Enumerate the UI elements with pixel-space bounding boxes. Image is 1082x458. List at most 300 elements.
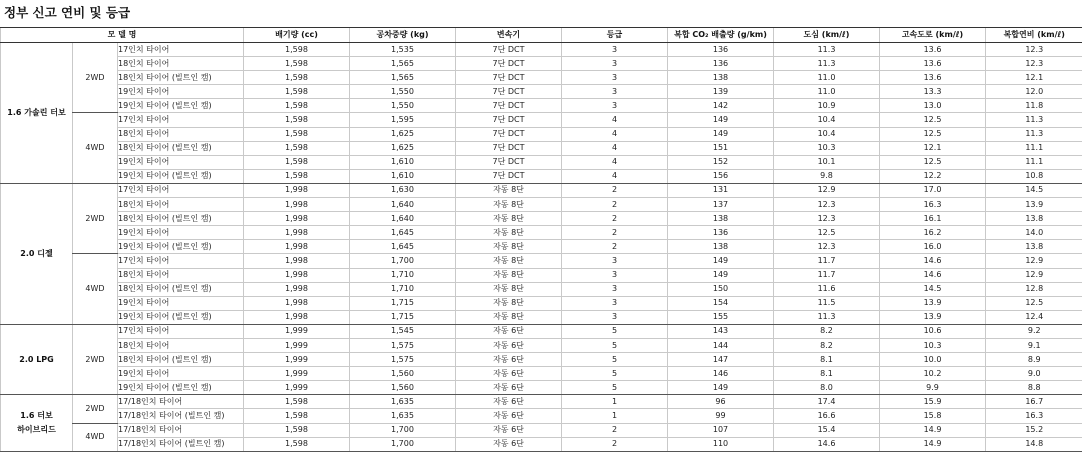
city-mpg-cell: 11.3 — [774, 43, 880, 57]
highway-mpg-cell: 13.6 — [880, 57, 986, 71]
highway-mpg-cell: 13.0 — [880, 99, 986, 113]
tire-option-cell: 17인치 타이어 — [118, 183, 244, 197]
grade-cell: 3 — [562, 254, 668, 268]
transmission-cell: 자동 6단 — [456, 395, 562, 409]
highway-mpg-cell: 15.9 — [880, 395, 986, 409]
co2-cell: 137 — [668, 198, 774, 212]
transmission-cell: 자동 8단 — [456, 310, 562, 324]
grade-cell: 3 — [562, 85, 668, 99]
tire-option-cell: 18인치 타이어 (빌트인 캠) — [118, 71, 244, 85]
transmission-cell: 7단 DCT — [456, 113, 562, 127]
column-header-highway: 고속도로 (km/ℓ) — [880, 28, 986, 43]
column-header-model: 모 델 명 — [1, 28, 244, 43]
co2-cell: 147 — [668, 353, 774, 367]
displacement-cell: 1,998 — [244, 310, 350, 324]
grade-cell: 2 — [562, 226, 668, 240]
table-row — [1, 310, 1082, 324]
highway-mpg-cell: 12.1 — [880, 141, 986, 155]
highway-mpg-cell: 14.9 — [880, 437, 986, 451]
table-row — [1, 381, 1082, 395]
model-name-cell: 1.6 가솔린 터보 — [1, 43, 73, 184]
grade-cell: 3 — [562, 310, 668, 324]
curb-weight-cell: 1,575 — [350, 353, 456, 367]
displacement-cell: 1,598 — [244, 113, 350, 127]
grade-cell: 2 — [562, 183, 668, 197]
curb-weight-cell: 1,630 — [350, 183, 456, 197]
table-row — [1, 198, 1082, 212]
co2-cell: 155 — [668, 310, 774, 324]
table-row — [1, 169, 1082, 183]
grade-cell: 4 — [562, 155, 668, 169]
table-row — [1, 226, 1082, 240]
city-mpg-cell: 16.6 — [774, 409, 880, 423]
tire-option-cell: 17/18인치 타이어 (빌트인 캠) — [118, 409, 244, 423]
co2-cell: 99 — [668, 409, 774, 423]
transmission-cell: 자동 8단 — [456, 226, 562, 240]
combined-mpg-cell: 16.7 — [986, 395, 1082, 409]
combined-mpg-cell: 9.0 — [986, 367, 1082, 381]
curb-weight-cell: 1,635 — [350, 409, 456, 423]
column-header-grade: 등급 — [562, 28, 668, 43]
combined-mpg-cell: 8.9 — [986, 353, 1082, 367]
tire-option-cell: 19인치 타이어 — [118, 155, 244, 169]
displacement-cell: 1,598 — [244, 169, 350, 183]
displacement-cell: 1,999 — [244, 338, 350, 352]
co2-cell: 139 — [668, 85, 774, 99]
tire-option-cell: 18인치 타이어 — [118, 198, 244, 212]
transmission-cell: 7단 DCT — [456, 99, 562, 113]
city-mpg-cell: 8.0 — [774, 381, 880, 395]
displacement-cell: 1,999 — [244, 324, 350, 338]
table-row — [1, 409, 1082, 423]
highway-mpg-cell: 13.9 — [880, 310, 986, 324]
column-header-curb-weight: 공차중량 (kg) — [350, 28, 456, 43]
city-mpg-cell: 11.7 — [774, 254, 880, 268]
highway-mpg-cell: 13.3 — [880, 85, 986, 99]
co2-cell: 107 — [668, 423, 774, 437]
tire-option-cell: 19인치 타이어 — [118, 367, 244, 381]
transmission-cell: 7단 DCT — [456, 127, 562, 141]
combined-mpg-cell: 16.3 — [986, 409, 1082, 423]
table-row — [1, 395, 1082, 409]
tire-option-cell: 19인치 타이어 (빌트인 캠) — [118, 240, 244, 254]
transmission-cell: 자동 6단 — [456, 367, 562, 381]
city-mpg-cell: 17.4 — [774, 395, 880, 409]
table-row — [1, 268, 1082, 282]
highway-mpg-cell: 10.3 — [880, 338, 986, 352]
drive-type-cell: 2WD — [73, 395, 118, 423]
transmission-cell: 자동 6단 — [456, 338, 562, 352]
combined-mpg-cell: 8.8 — [986, 381, 1082, 395]
displacement-cell: 1,598 — [244, 155, 350, 169]
curb-weight-cell: 1,710 — [350, 268, 456, 282]
column-header-city: 도심 (km/ℓ) — [774, 28, 880, 43]
table-row — [1, 353, 1082, 367]
grade-cell: 3 — [562, 43, 668, 57]
grade-cell: 4 — [562, 141, 668, 155]
table-row — [1, 212, 1082, 226]
co2-cell: 138 — [668, 212, 774, 226]
combined-mpg-cell: 11.1 — [986, 155, 1082, 169]
co2-cell: 138 — [668, 240, 774, 254]
transmission-cell: 자동 8단 — [456, 183, 562, 197]
combined-mpg-cell: 11.3 — [986, 113, 1082, 127]
curb-weight-cell: 1,535 — [350, 43, 456, 57]
curb-weight-cell: 1,635 — [350, 395, 456, 409]
highway-mpg-cell: 14.5 — [880, 282, 986, 296]
curb-weight-cell: 1,565 — [350, 57, 456, 71]
curb-weight-cell: 1,700 — [350, 423, 456, 437]
displacement-cell: 1,598 — [244, 409, 350, 423]
tire-option-cell: 17인치 타이어 — [118, 324, 244, 338]
displacement-cell: 1,998 — [244, 268, 350, 282]
table-row — [1, 113, 1082, 127]
grade-cell: 2 — [562, 198, 668, 212]
highway-mpg-cell: 9.9 — [880, 381, 986, 395]
grade-cell: 1 — [562, 395, 668, 409]
co2-cell: 149 — [668, 381, 774, 395]
displacement-cell: 1,998 — [244, 282, 350, 296]
column-header-combined: 복합연비 (km/ℓ) — [986, 28, 1082, 43]
co2-cell: 142 — [668, 99, 774, 113]
grade-cell: 1 — [562, 409, 668, 423]
table-row — [1, 43, 1082, 57]
grade-cell: 2 — [562, 240, 668, 254]
co2-cell: 96 — [668, 395, 774, 409]
highway-mpg-cell: 12.2 — [880, 169, 986, 183]
curb-weight-cell: 1,610 — [350, 169, 456, 183]
combined-mpg-cell: 14.0 — [986, 226, 1082, 240]
model-name-cell: 1.6 터보 하이브리드 — [1, 395, 73, 451]
transmission-cell: 자동 6단 — [456, 423, 562, 437]
co2-cell: 149 — [668, 113, 774, 127]
city-mpg-cell: 12.3 — [774, 212, 880, 226]
highway-mpg-cell: 12.5 — [880, 155, 986, 169]
highway-mpg-cell: 14.9 — [880, 423, 986, 437]
grade-cell: 2 — [562, 437, 668, 451]
combined-mpg-cell: 14.8 — [986, 437, 1082, 451]
co2-cell: 131 — [668, 183, 774, 197]
combined-mpg-cell: 12.9 — [986, 268, 1082, 282]
table-row — [1, 57, 1082, 71]
drive-type-cell: 2WD — [73, 183, 118, 253]
city-mpg-cell: 10.1 — [774, 155, 880, 169]
city-mpg-cell: 12.9 — [774, 183, 880, 197]
curb-weight-cell: 1,545 — [350, 324, 456, 338]
tire-option-cell: 18인치 타이어 — [118, 127, 244, 141]
grade-cell: 4 — [562, 127, 668, 141]
transmission-cell: 자동 6단 — [456, 324, 562, 338]
drive-type-cell: 4WD — [73, 113, 118, 183]
displacement-cell: 1,598 — [244, 99, 350, 113]
displacement-cell: 1,598 — [244, 85, 350, 99]
displacement-cell: 1,998 — [244, 183, 350, 197]
combined-mpg-cell: 11.3 — [986, 127, 1082, 141]
transmission-cell: 7단 DCT — [456, 141, 562, 155]
displacement-cell: 1,998 — [244, 212, 350, 226]
grade-cell: 5 — [562, 381, 668, 395]
co2-cell: 152 — [668, 155, 774, 169]
highway-mpg-cell: 16.0 — [880, 240, 986, 254]
combined-mpg-cell: 12.3 — [986, 43, 1082, 57]
combined-mpg-cell: 13.9 — [986, 198, 1082, 212]
co2-cell: 136 — [668, 57, 774, 71]
co2-cell: 146 — [668, 367, 774, 381]
displacement-cell: 1,998 — [244, 254, 350, 268]
city-mpg-cell: 12.3 — [774, 240, 880, 254]
grade-cell: 3 — [562, 268, 668, 282]
table-row — [1, 367, 1082, 381]
column-header-transmission: 변속기 — [456, 28, 562, 43]
table-header-row — [1, 28, 1082, 43]
highway-mpg-cell: 16.3 — [880, 198, 986, 212]
table-row — [1, 85, 1082, 99]
drive-type-cell: 2WD — [73, 43, 118, 113]
co2-cell: 150 — [668, 282, 774, 296]
tire-option-cell: 19인치 타이어 (빌트인 캠) — [118, 169, 244, 183]
curb-weight-cell: 1,560 — [350, 367, 456, 381]
table-row — [1, 324, 1082, 338]
co2-cell: 136 — [668, 226, 774, 240]
highway-mpg-cell: 12.5 — [880, 113, 986, 127]
displacement-cell: 1,998 — [244, 198, 350, 212]
grade-cell: 5 — [562, 338, 668, 352]
combined-mpg-cell: 9.1 — [986, 338, 1082, 352]
tire-option-cell: 19인치 타이어 (빌트인 캠) — [118, 99, 244, 113]
highway-mpg-cell: 10.6 — [880, 324, 986, 338]
city-mpg-cell: 10.3 — [774, 141, 880, 155]
model-name-cell: 2.0 LPG — [1, 324, 73, 394]
table-row — [1, 437, 1082, 451]
city-mpg-cell: 8.1 — [774, 367, 880, 381]
city-mpg-cell: 15.4 — [774, 423, 880, 437]
displacement-cell: 1,598 — [244, 71, 350, 85]
co2-cell: 143 — [668, 324, 774, 338]
curb-weight-cell: 1,715 — [350, 296, 456, 310]
city-mpg-cell: 14.6 — [774, 437, 880, 451]
displacement-cell: 1,999 — [244, 367, 350, 381]
combined-mpg-cell: 12.8 — [986, 282, 1082, 296]
tire-option-cell: 18인치 타이어 (빌트인 캠) — [118, 353, 244, 367]
displacement-cell: 1,598 — [244, 43, 350, 57]
city-mpg-cell: 10.4 — [774, 127, 880, 141]
city-mpg-cell: 11.3 — [774, 57, 880, 71]
column-header-displacement: 배기량 (cc) — [244, 28, 350, 43]
co2-cell: 156 — [668, 169, 774, 183]
combined-mpg-cell: 15.2 — [986, 423, 1082, 437]
transmission-cell: 자동 6단 — [456, 409, 562, 423]
combined-mpg-cell: 11.1 — [986, 141, 1082, 155]
tire-option-cell: 17/18인치 타이어 — [118, 423, 244, 437]
transmission-cell: 자동 8단 — [456, 254, 562, 268]
transmission-cell: 자동 8단 — [456, 282, 562, 296]
city-mpg-cell: 11.3 — [774, 310, 880, 324]
curb-weight-cell: 1,640 — [350, 212, 456, 226]
table-row — [1, 282, 1082, 296]
grade-cell: 5 — [562, 367, 668, 381]
co2-cell: 138 — [668, 71, 774, 85]
city-mpg-cell: 11.0 — [774, 85, 880, 99]
tire-option-cell: 19인치 타이어 (빌트인 캠) — [118, 310, 244, 324]
grade-cell: 2 — [562, 423, 668, 437]
transmission-cell: 7단 DCT — [456, 43, 562, 57]
co2-cell: 136 — [668, 43, 774, 57]
page-title: 정부 신고 연비 및 등급 — [4, 5, 131, 20]
displacement-cell: 1,999 — [244, 381, 350, 395]
curb-weight-cell: 1,550 — [350, 85, 456, 99]
highway-mpg-cell: 16.2 — [880, 226, 986, 240]
curb-weight-cell: 1,715 — [350, 310, 456, 324]
table-row — [1, 254, 1082, 268]
city-mpg-cell: 12.5 — [774, 226, 880, 240]
table-row — [1, 240, 1082, 254]
curb-weight-cell: 1,640 — [350, 198, 456, 212]
grade-cell: 5 — [562, 353, 668, 367]
combined-mpg-cell: 14.5 — [986, 183, 1082, 197]
grade-cell: 4 — [562, 113, 668, 127]
curb-weight-cell: 1,710 — [350, 282, 456, 296]
table-row — [1, 71, 1082, 85]
combined-mpg-cell: 12.5 — [986, 296, 1082, 310]
curb-weight-cell: 1,645 — [350, 240, 456, 254]
combined-mpg-cell: 12.9 — [986, 254, 1082, 268]
tire-option-cell: 17/18인치 타이어 (빌트인 캠) — [118, 437, 244, 451]
highway-mpg-cell: 14.6 — [880, 254, 986, 268]
displacement-cell: 1,598 — [244, 437, 350, 451]
drive-type-cell: 2WD — [73, 324, 118, 394]
drive-type-cell: 4WD — [73, 254, 118, 324]
combined-mpg-cell: 13.8 — [986, 240, 1082, 254]
tire-option-cell: 18인치 타이어 — [118, 268, 244, 282]
transmission-cell: 7단 DCT — [456, 85, 562, 99]
transmission-cell: 자동 8단 — [456, 240, 562, 254]
displacement-cell: 1,598 — [244, 127, 350, 141]
fuel-economy-table — [0, 27, 1082, 452]
grade-cell: 3 — [562, 57, 668, 71]
tire-option-cell: 19인치 타이어 — [118, 296, 244, 310]
combined-mpg-cell: 12.3 — [986, 57, 1082, 71]
tire-option-cell: 18인치 타이어 (빌트인 캠) — [118, 282, 244, 296]
table-row — [1, 338, 1082, 352]
grade-cell: 5 — [562, 324, 668, 338]
combined-mpg-cell: 12.1 — [986, 71, 1082, 85]
highway-mpg-cell: 16.1 — [880, 212, 986, 226]
tire-option-cell: 18인치 타이어 — [118, 57, 244, 71]
city-mpg-cell: 9.8 — [774, 169, 880, 183]
displacement-cell: 1,998 — [244, 226, 350, 240]
grade-cell: 3 — [562, 99, 668, 113]
table-row — [1, 127, 1082, 141]
transmission-cell: 7단 DCT — [456, 155, 562, 169]
highway-mpg-cell: 15.8 — [880, 409, 986, 423]
tire-option-cell: 18인치 타이어 (빌트인 캠) — [118, 212, 244, 226]
table-row — [1, 155, 1082, 169]
co2-cell: 144 — [668, 338, 774, 352]
city-mpg-cell: 10.9 — [774, 99, 880, 113]
city-mpg-cell: 11.0 — [774, 71, 880, 85]
tire-option-cell: 17인치 타이어 — [118, 254, 244, 268]
transmission-cell: 자동 8단 — [456, 296, 562, 310]
co2-cell: 151 — [668, 141, 774, 155]
table-row — [1, 423, 1082, 437]
co2-cell: 149 — [668, 268, 774, 282]
highway-mpg-cell: 13.6 — [880, 43, 986, 57]
displacement-cell: 1,598 — [244, 395, 350, 409]
displacement-cell: 1,598 — [244, 57, 350, 71]
grade-cell: 3 — [562, 282, 668, 296]
highway-mpg-cell: 10.0 — [880, 353, 986, 367]
table-row — [1, 141, 1082, 155]
transmission-cell: 자동 6단 — [456, 437, 562, 451]
tire-option-cell: 17/18인치 타이어 — [118, 395, 244, 409]
displacement-cell: 1,598 — [244, 423, 350, 437]
combined-mpg-cell: 12.0 — [986, 85, 1082, 99]
curb-weight-cell: 1,565 — [350, 71, 456, 85]
transmission-cell: 자동 8단 — [456, 212, 562, 226]
transmission-cell: 7단 DCT — [456, 169, 562, 183]
drive-type-cell: 4WD — [73, 423, 118, 451]
curb-weight-cell: 1,645 — [350, 226, 456, 240]
curb-weight-cell: 1,700 — [350, 254, 456, 268]
displacement-cell: 1,598 — [244, 141, 350, 155]
tire-option-cell: 19인치 타이어 — [118, 85, 244, 99]
transmission-cell: 7단 DCT — [456, 71, 562, 85]
grade-cell: 3 — [562, 71, 668, 85]
highway-mpg-cell: 13.6 — [880, 71, 986, 85]
highway-mpg-cell: 14.6 — [880, 268, 986, 282]
co2-cell: 149 — [668, 254, 774, 268]
tire-option-cell: 18인치 타이어 (빌트인 캠) — [118, 141, 244, 155]
tire-option-cell: 19인치 타이어 — [118, 226, 244, 240]
highway-mpg-cell: 17.0 — [880, 183, 986, 197]
combined-mpg-cell: 12.4 — [986, 310, 1082, 324]
curb-weight-cell: 1,560 — [350, 381, 456, 395]
curb-weight-cell: 1,625 — [350, 127, 456, 141]
curb-weight-cell: 1,610 — [350, 155, 456, 169]
transmission-cell: 자동 6단 — [456, 353, 562, 367]
column-header-co2: 복합 CO₂ 배출량 (g/km) — [668, 28, 774, 43]
tire-option-cell: 18인치 타이어 — [118, 338, 244, 352]
tire-option-cell: 17인치 타이어 — [118, 113, 244, 127]
table-row — [1, 296, 1082, 310]
table-body — [1, 43, 1082, 452]
combined-mpg-cell: 11.8 — [986, 99, 1082, 113]
displacement-cell: 1,998 — [244, 240, 350, 254]
transmission-cell: 자동 8단 — [456, 198, 562, 212]
grade-cell: 2 — [562, 212, 668, 226]
highway-mpg-cell: 12.5 — [880, 127, 986, 141]
table-row — [1, 99, 1082, 113]
highway-mpg-cell: 10.2 — [880, 367, 986, 381]
curb-weight-cell: 1,575 — [350, 338, 456, 352]
combined-mpg-cell: 9.2 — [986, 324, 1082, 338]
table-row — [1, 183, 1082, 197]
co2-cell: 154 — [668, 296, 774, 310]
city-mpg-cell: 8.1 — [774, 353, 880, 367]
grade-cell: 3 — [562, 296, 668, 310]
city-mpg-cell: 11.6 — [774, 282, 880, 296]
city-mpg-cell: 8.2 — [774, 324, 880, 338]
combined-mpg-cell: 13.8 — [986, 212, 1082, 226]
curb-weight-cell: 1,595 — [350, 113, 456, 127]
co2-cell: 149 — [668, 127, 774, 141]
grade-cell: 4 — [562, 169, 668, 183]
city-mpg-cell: 12.3 — [774, 198, 880, 212]
tire-option-cell: 17인치 타이어 — [118, 43, 244, 57]
curb-weight-cell: 1,625 — [350, 141, 456, 155]
city-mpg-cell: 8.2 — [774, 338, 880, 352]
highway-mpg-cell: 13.9 — [880, 296, 986, 310]
